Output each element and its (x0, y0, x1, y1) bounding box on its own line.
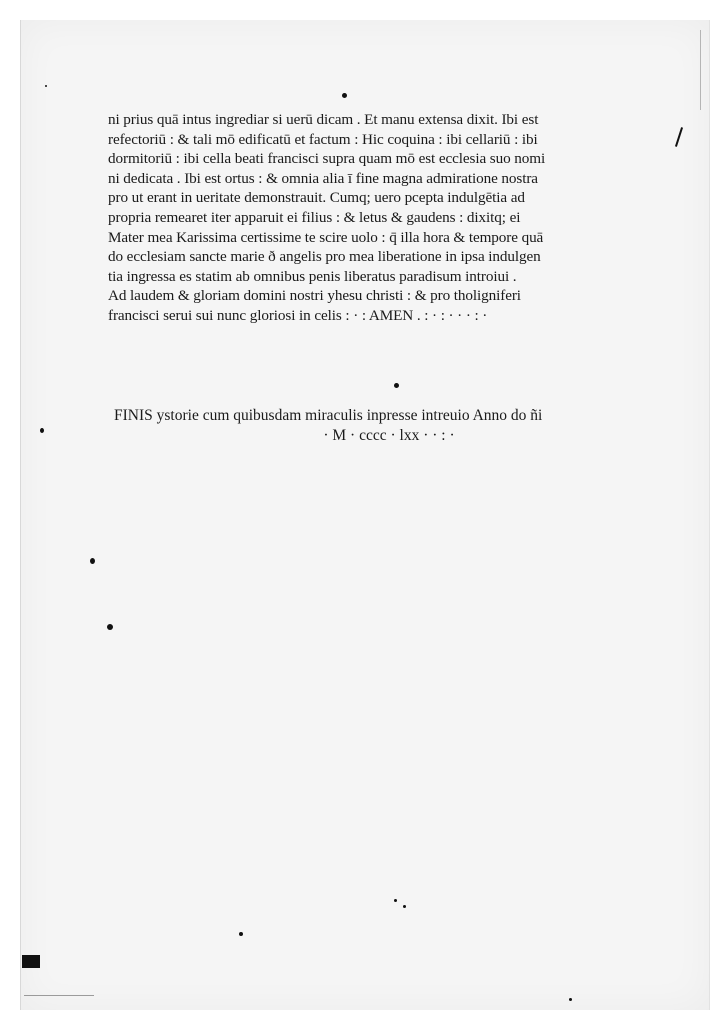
text-line: refectoriū : & tali mō edificatū et factum : Hic coquina : ibi cellariū : ibi (108, 130, 538, 148)
ink-speck (394, 899, 397, 902)
text-line: propria remearet iter apparuit ei filius : & letus & gaudens : dixitq; ei (108, 208, 521, 226)
ink-speck (342, 93, 347, 98)
text-line: pro ut erant in ueritate demonstrauit. Cumq; uero pcepta indulgētia ad (108, 189, 525, 207)
colophon-line: FINIS ystorie cum quibusdam miraculis inpresse intreuio Anno do ñi (114, 407, 543, 424)
ink-speck (569, 998, 572, 1001)
ink-speck (40, 428, 44, 433)
text-line: do ecclesiam sancte marie ð angelis pro mea liberatione in ipsa indulgen (108, 248, 541, 266)
text-line: ni prius quā intus ingrediar si uerū dicam . Et manu extensa dixit. Ibi est (108, 111, 539, 128)
text-line: ni dedicata . Ibi est ortus : & omnia alia ī fine magna admiratione nostra (108, 169, 538, 187)
text-line: francisci serui sui nunc gloriosi in celis : · : AMEN . : · : · · · : · (108, 306, 488, 324)
ink-speck (90, 558, 95, 564)
text-line: Ad laudem & gloriam domini nostri yhesu christi : & pro tholigniferi (108, 287, 521, 305)
binding-mark (22, 955, 40, 968)
text-line: Mater mea Karissima certissime te scire uolo : q̄ illa hora & tempore quā (108, 228, 544, 246)
ink-speck (239, 932, 243, 936)
ink-speck (107, 624, 113, 630)
ink-speck (394, 383, 399, 388)
ink-speck (45, 85, 47, 87)
colophon-date: · M · cccc · lxx · · : · (323, 427, 455, 444)
edge-noise (24, 995, 94, 996)
text-line: tia ingressa es statim ab omnibus penis liberatus paradisum introiui . (108, 267, 517, 285)
text-line: dormitoriū : ibi cella beati francisci supra quam mō est ecclesia suo nomi (108, 150, 546, 168)
body-text (108, 110, 668, 326)
colophon (114, 406, 634, 446)
ink-speck (403, 905, 406, 908)
edge-noise (700, 30, 701, 110)
